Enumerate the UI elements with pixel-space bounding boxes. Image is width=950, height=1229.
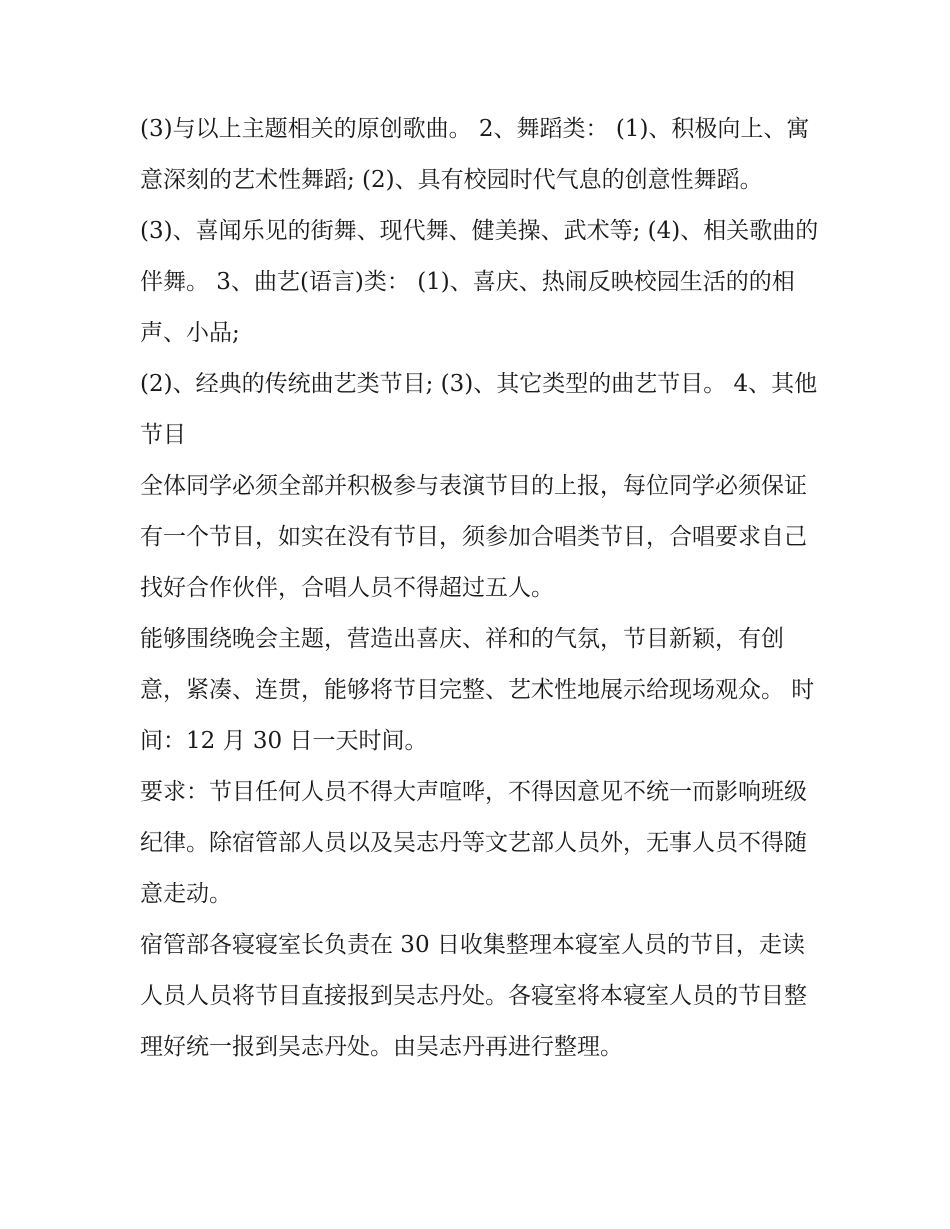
paragraph-requirements: 要求：节目任何人员不得大声喧哗，不得因意见不统一而影响班级纪律。除宿管部人员以及吴志丹等文艺部人员外，无事人员不得随意走动。 xyxy=(140,779,807,907)
paragraph-dance-quyi: (3)、喜闻乐见的街舞、现代舞、健美操、武术等; (4)、相关歌曲的伴舞。 3、曲艺(语言)类： (1)、喜庆、热闹反映校园生活的的相声、小品; xyxy=(140,218,819,346)
document-body xyxy=(140,104,820,1073)
paragraph-quyi-other: (2)、经典的传统曲艺类节目; (3)、其它类型的曲艺节目。 4、其他节目 xyxy=(140,371,818,448)
paragraph-theme-time: 能够围绕晚会主题，营造出喜庆、祥和的气氛，节目新颖，有创意，紧凑、连贯，能够将节目完整、艺术性地展示给现场观众。 时间：12 月 30 日一天时间。 xyxy=(140,626,815,754)
paragraph-song-dance: (3)与以上主题相关的原创歌曲。 2、舞蹈类： (1)、积极向上、寓意深刻的艺术性舞蹈; (2)、具有校园时代气息的创意性舞蹈。 xyxy=(140,116,810,193)
paragraph-collection: 宿管部各寝寝室长负责在 30 日收集整理本寝室人员的节目，走读人员人员将节目直接报到吴志丹处。各寝室将本寝室人员的节目整理好统一报到吴志丹处。由吴志丹再进行整理。 xyxy=(140,932,807,1060)
paragraph-participation: 全体同学必须全部并积极参与表演节目的上报，每位同学必须保证有一个节目，如实在没有节目，须参加合唱类节目，合唱要求自己找好合作伙伴，合唱人员不得超过五人。 xyxy=(140,473,807,601)
